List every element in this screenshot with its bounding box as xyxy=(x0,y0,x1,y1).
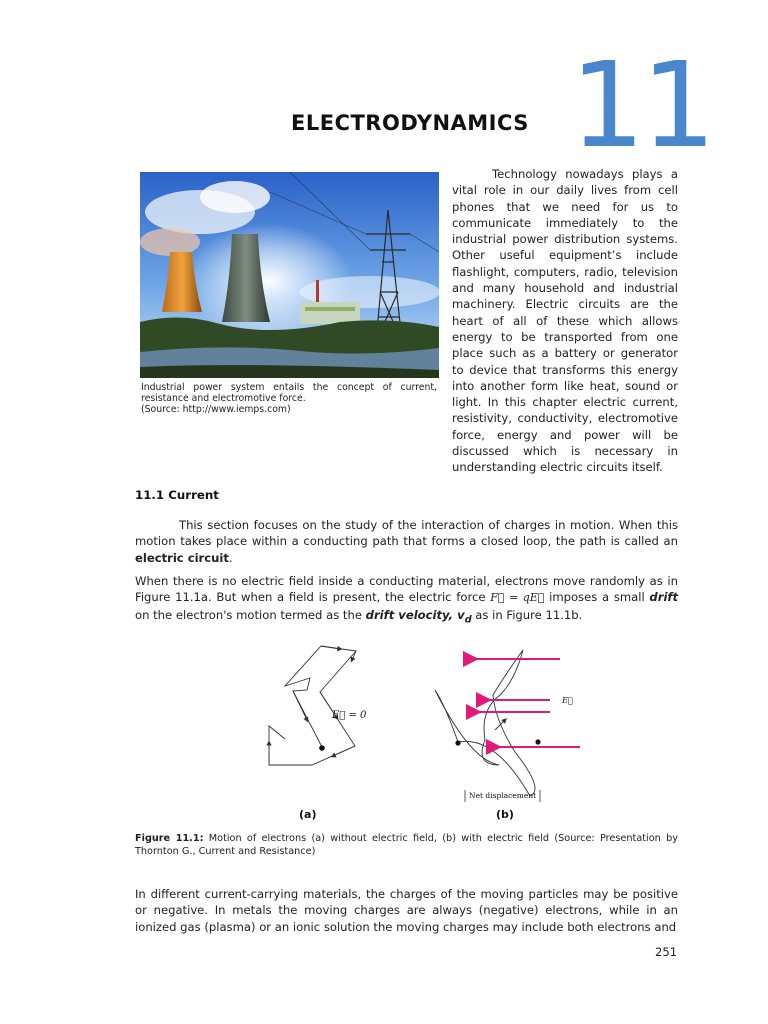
p2-drift-velocity-term: drift velocity, v xyxy=(365,607,465,622)
intro-paragraph xyxy=(452,166,678,476)
power-plant-photo xyxy=(140,172,439,378)
photo-source: (Source: http://www.iemps.com) xyxy=(141,404,291,415)
p1-bold-term: electric circuit xyxy=(135,550,229,565)
photo-caption-text: Industrial power system entails the concept of current, resistance and electromotive force. xyxy=(141,382,437,404)
p2-text-d: as in Figure 11.1b. xyxy=(471,607,583,622)
electron-a xyxy=(319,745,325,751)
diagram-b-with-field xyxy=(435,650,535,796)
p1-text: This section focuses on the study of the interaction of charges in motion. When this motion takes place within a conducting path that forms a closed loop, the path is called an xyxy=(135,518,678,549)
figure-electron-motion xyxy=(255,640,585,810)
p1-end: . xyxy=(228,550,233,565)
p2-text-b: imposes a small xyxy=(544,590,650,605)
diagram-a-no-field xyxy=(269,646,356,765)
figure-caption xyxy=(135,833,678,858)
paragraph-drift xyxy=(135,573,678,628)
p2-text-c: on the electron's motion termed as the xyxy=(135,607,366,622)
paragraph-circuit xyxy=(135,517,678,566)
field-zero-label: E⃗ = 0 xyxy=(332,710,367,721)
chapter-number: 11 xyxy=(570,36,713,174)
field-label: E⃗ xyxy=(562,696,573,705)
figure-label-a: (a) xyxy=(299,808,317,821)
figure-caption-label: Figure 11.1: xyxy=(135,833,204,844)
p2-subscript: d xyxy=(464,613,472,625)
photo-caption xyxy=(141,382,437,415)
figure-label-b: (b) xyxy=(496,808,514,821)
electron-b-start xyxy=(455,740,460,745)
net-displacement-label: Net displacement xyxy=(469,791,537,800)
figure-caption-text: Motion of electrons (a) without electric field, (b) with electric field (Source: Presentation by Thornton G., Current and Resistance) xyxy=(135,833,678,857)
electron-b-end xyxy=(535,739,540,744)
paragraph-charges: In different current-carrying materials, the charges of the moving particles may be positive or negative. In metals the moving charges are always (negative) electrons, while in an ionized gas (plasma) or an ionic solution the moving charges may include both electrons and xyxy=(135,887,678,934)
intro-text: Technology nowadays plays a vital role in our daily lives from cell phones that we need for us to communicate immediately to the industrial power distribution systems. Other useful equipment’s include flashlight, computers, radio, television and many household and industrial machinery. Electric circuits are the heart of all of these which allows energy to be transported from one place such as a battery or generator to device that transforms this energy into another form like heat, sound or light. In this chapter electric current, resistivity, conductivity, electromotive force, energy and power will be discussed which is necessary in understanding electric circuits itself. xyxy=(452,167,678,475)
electric-force-formula: F⃗ = qE⃗ xyxy=(490,591,545,605)
page-number: 251 xyxy=(655,945,678,959)
p2-drift-term: drift xyxy=(649,590,678,605)
section-heading: 11.1 Current xyxy=(135,488,219,502)
chapter-title: ELECTRODYNAMICS xyxy=(291,111,529,135)
p2-text-a: When there is no electric field inside a conducting material, electrons move randomly as in Figure 11.1a. But when a field is present, the electric force xyxy=(135,574,678,605)
